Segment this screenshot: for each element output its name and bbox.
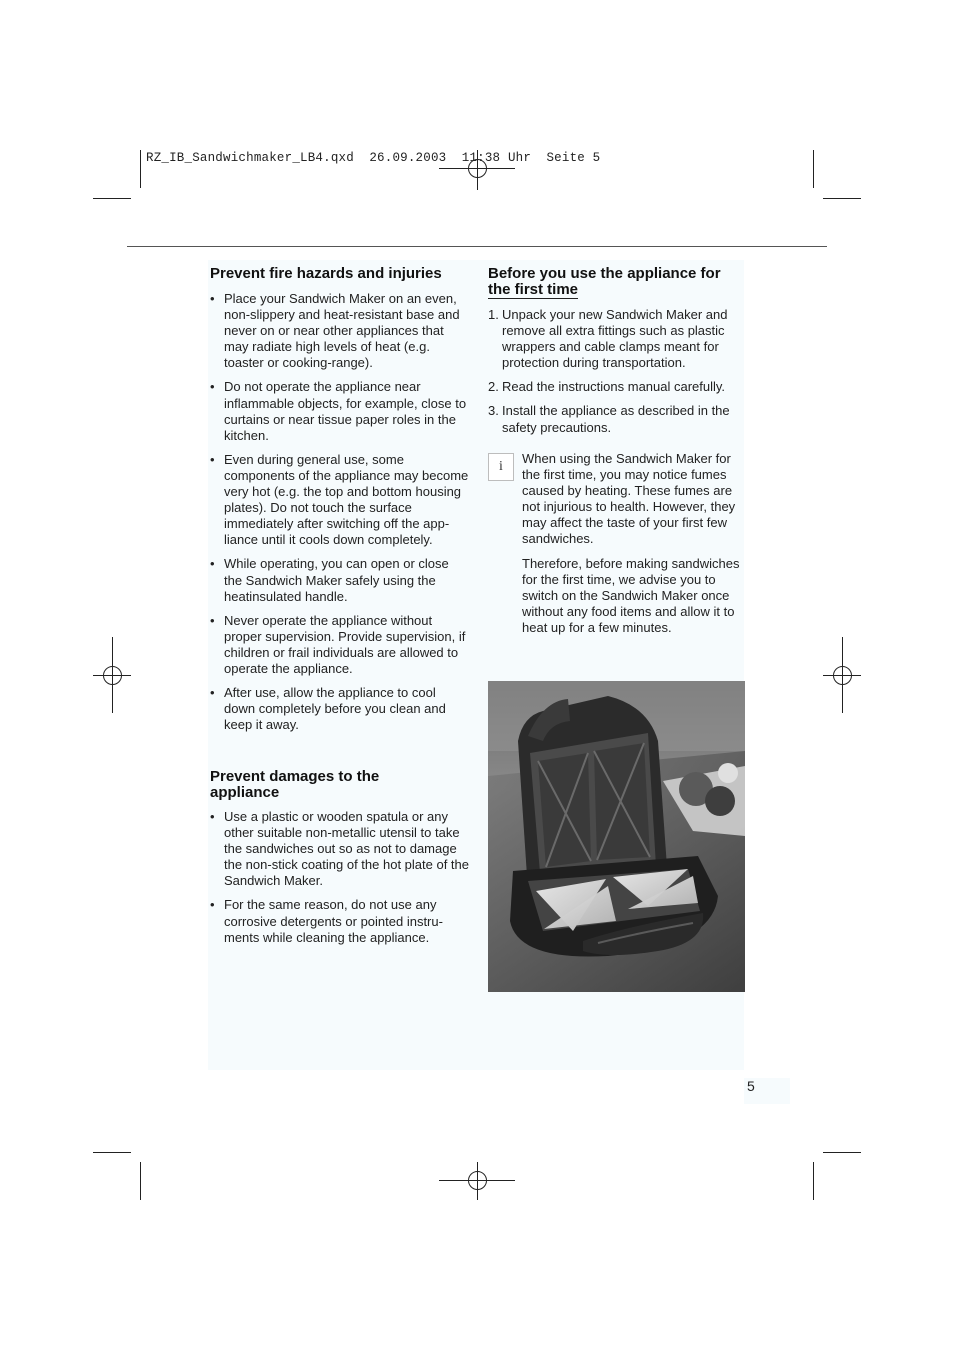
list-item	[488, 307, 744, 371]
note-paragraph: When using the Sandwich Maker for the first time, you may notice fumes caused by heating. These fumes are not injurious to health. However, they may affect the taste of your first few sandwiches.	[522, 451, 736, 547]
list-item: • After use, allow the appliance to cool down completely before you clean and keep it away.	[210, 685, 470, 733]
info-icon: i	[488, 453, 514, 481]
step-number: 3.	[488, 403, 499, 419]
header-rule	[127, 246, 827, 247]
page-number: 5	[747, 1078, 755, 1094]
section-fire-hazards	[210, 266, 470, 733]
list-item	[488, 403, 744, 435]
print-slug: RZ_IB_Sandwichmaker_LB4.qxd 26.09.2003 11:38 Uhr Seite 5	[146, 151, 601, 165]
list-item: • Even during general use, some components of the appliance may become very hot (e.g. the top and bottom housing plates). Do not touch the surface immediately after switching off the app-liance until it cools down completely.	[210, 452, 470, 549]
step-text: Install the appliance as described in the safety precautions.	[502, 403, 730, 435]
section-title-line2: the first time	[488, 281, 579, 298]
registration-mark-left	[93, 637, 131, 713]
info-note	[522, 451, 744, 644]
numbered-list	[488, 307, 744, 436]
right-column	[488, 266, 744, 444]
section-prevent-damages	[210, 769, 470, 946]
step-text: Read the instructions manual carefully.	[502, 379, 726, 395]
section-before-first-use	[488, 266, 744, 436]
list-item: • For the same reason, do not use any corrosive detergents or pointed instru-ments while cleaning the appliance.	[210, 897, 470, 945]
list-item	[488, 379, 744, 395]
section-title-line1: Before you use the appliance for	[488, 265, 721, 282]
note-paragraph: Therefore, before making sandwiches for the first time, we advise you to switch on the Sandwich Maker once without any food items and allow it to heat up for a few minutes.	[522, 555, 740, 635]
step-number: 2.	[488, 379, 499, 395]
section-title: Prevent fire hazards and injuries	[210, 265, 442, 282]
registration-mark-right	[823, 637, 861, 713]
list-item: • While operating, you can open or close the Sandwich Maker safely using the heatinsulated handle.	[210, 556, 470, 604]
bullet-list	[210, 291, 470, 733]
step-number: 1.	[488, 307, 499, 322]
section-title	[488, 266, 744, 298]
sandwich-maker-photo	[488, 681, 745, 992]
list-item: • Place your Sandwich Maker on an even, non-slippery and heat-resistant base and never on or near other appliances that may radiate high levels of heat (e.g. toaster or cooking-range).	[210, 291, 470, 371]
list-item: • Never operate the appliance without proper supervision. Provide supervision, if children or frail individuals are allowed to operate the appliance.	[210, 613, 470, 677]
left-column	[210, 266, 470, 741]
section-title: Prevent damages to the appliance	[210, 768, 380, 801]
registration-mark-top	[439, 150, 515, 190]
step-text: Unpack your new Sandwich Maker and remove all extra fittings such as plastic wrappers and cable clamps meant for protection during transportation.	[502, 307, 728, 371]
list-item: • Do not operate the appliance near inflammable objects, for example, close to curtains or near tissue paper roles in the kitchen.	[210, 379, 470, 443]
left-column-lower	[210, 769, 470, 954]
bullet-list	[210, 809, 470, 946]
list-item: • Use a plastic or wooden spatula or any other suitable non-metallic utensil to take the sandwiches out so as not to damage the non-stick coating of the hot plate of the Sandwich Maker.	[210, 809, 470, 889]
registration-mark-bottom	[439, 1162, 515, 1200]
